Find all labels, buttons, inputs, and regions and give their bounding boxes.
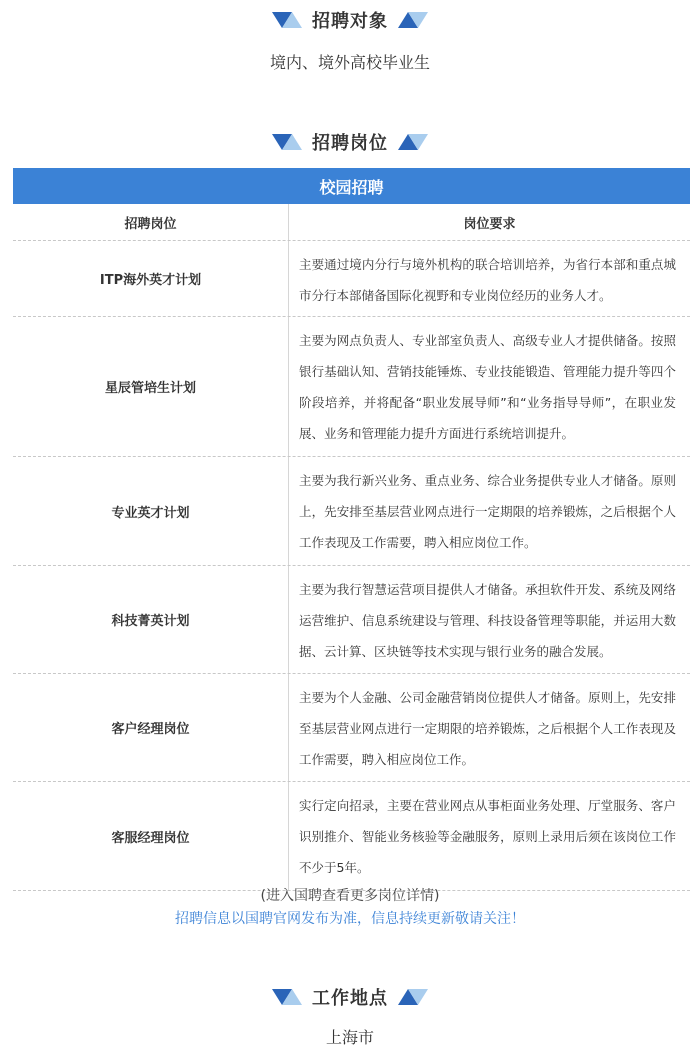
position-name: 科技菁英计划 (13, 566, 289, 673)
triangle-left-icon (272, 12, 302, 28)
position-requirement: 主要通过境内分行与境外机构的联合培训培养，为省行本部和重点城市分行本部储备国际化视野和专业岗位经历的业务人才。 (299, 257, 676, 303)
header-requirement: 岗位要求 (463, 216, 516, 232)
section-title-target: 招聘对象 (312, 11, 388, 32)
table-title: 校园招聘 (13, 168, 690, 204)
position-requirement: 主要为个人金融、公司金融营销岗位提供人才储备。原则上，先安排至基层营业网点进行一定期限的培养锻炼，之后根据个人工作表现及工作需要，聘入相应岗位工作。 (299, 690, 676, 767)
position-name: ITP海外英才计划 (13, 241, 289, 316)
table-row (13, 317, 690, 457)
header-position: 招聘岗位 (13, 204, 289, 240)
table-row (13, 241, 690, 317)
section-header-location (0, 985, 700, 1009)
triangle-right-icon (398, 12, 428, 28)
table-row (13, 457, 690, 566)
more-positions-note: (进入国聘查看更多岗位详情) (260, 888, 440, 904)
target-text: 境内、境外高校毕业生 (269, 53, 430, 72)
position-name: 客服经理岗位 (13, 782, 289, 890)
position-requirement: 实行定向招录，主要在营业网点从事柜面业务处理、厅堂服务、客户识别推介、智能业务核验等金融服务，原则上录用后须在该岗位工作不少于5年。 (299, 798, 676, 875)
triangle-left-icon (272, 989, 302, 1005)
position-name: 星辰管培生计划 (13, 317, 289, 456)
table-row (13, 566, 690, 674)
triangle-right-icon (398, 989, 428, 1005)
triangle-left-icon (272, 134, 302, 150)
position-name: 专业英才计划 (13, 457, 289, 565)
disclaimer-note: 招聘信息以国聘官网发布为准，信息持续更新敬请关注！ (175, 911, 525, 927)
triangle-right-icon (398, 134, 428, 150)
section-title-location: 工作地点 (312, 988, 388, 1009)
position-requirement: 主要为网点负责人、专业部室负责人、高级专业人才提供储备。按照银行基础认知、营销技能锤炼、专业技能锻造、管理能力提升等四个阶段培养，并将配备“职业发展导师”和“业务指导导师”，在职业发展、业务和管理能力提升方面进行系统培训提升。 (299, 333, 676, 441)
position-requirement: 主要为我行新兴业务、重点业务、综合业务提供专业人才储备。原则上，先安排至基层营业网点进行一定期限的培养锻炼，之后根据个人工作表现及工作需要，聘入相应岗位工作。 (299, 473, 676, 550)
position-name: 客户经理岗位 (13, 674, 289, 781)
position-requirement: 主要为我行智慧运营项目提供人才储备。承担软件开发、系统及网络运营维护、信息系统建设与管理、科技设备管理等职能，并运用大数据、云计算、区块链等技术实现与银行业务的融合发展。 (299, 582, 676, 659)
table-row (13, 782, 690, 891)
positions-table (13, 168, 690, 891)
table-row (13, 674, 690, 782)
section-header-target (0, 8, 700, 32)
location-text: 上海市 (325, 1028, 374, 1047)
table-header-row (13, 204, 690, 241)
section-title-positions: 招聘岗位 (312, 133, 388, 154)
section-header-positions (0, 130, 700, 154)
